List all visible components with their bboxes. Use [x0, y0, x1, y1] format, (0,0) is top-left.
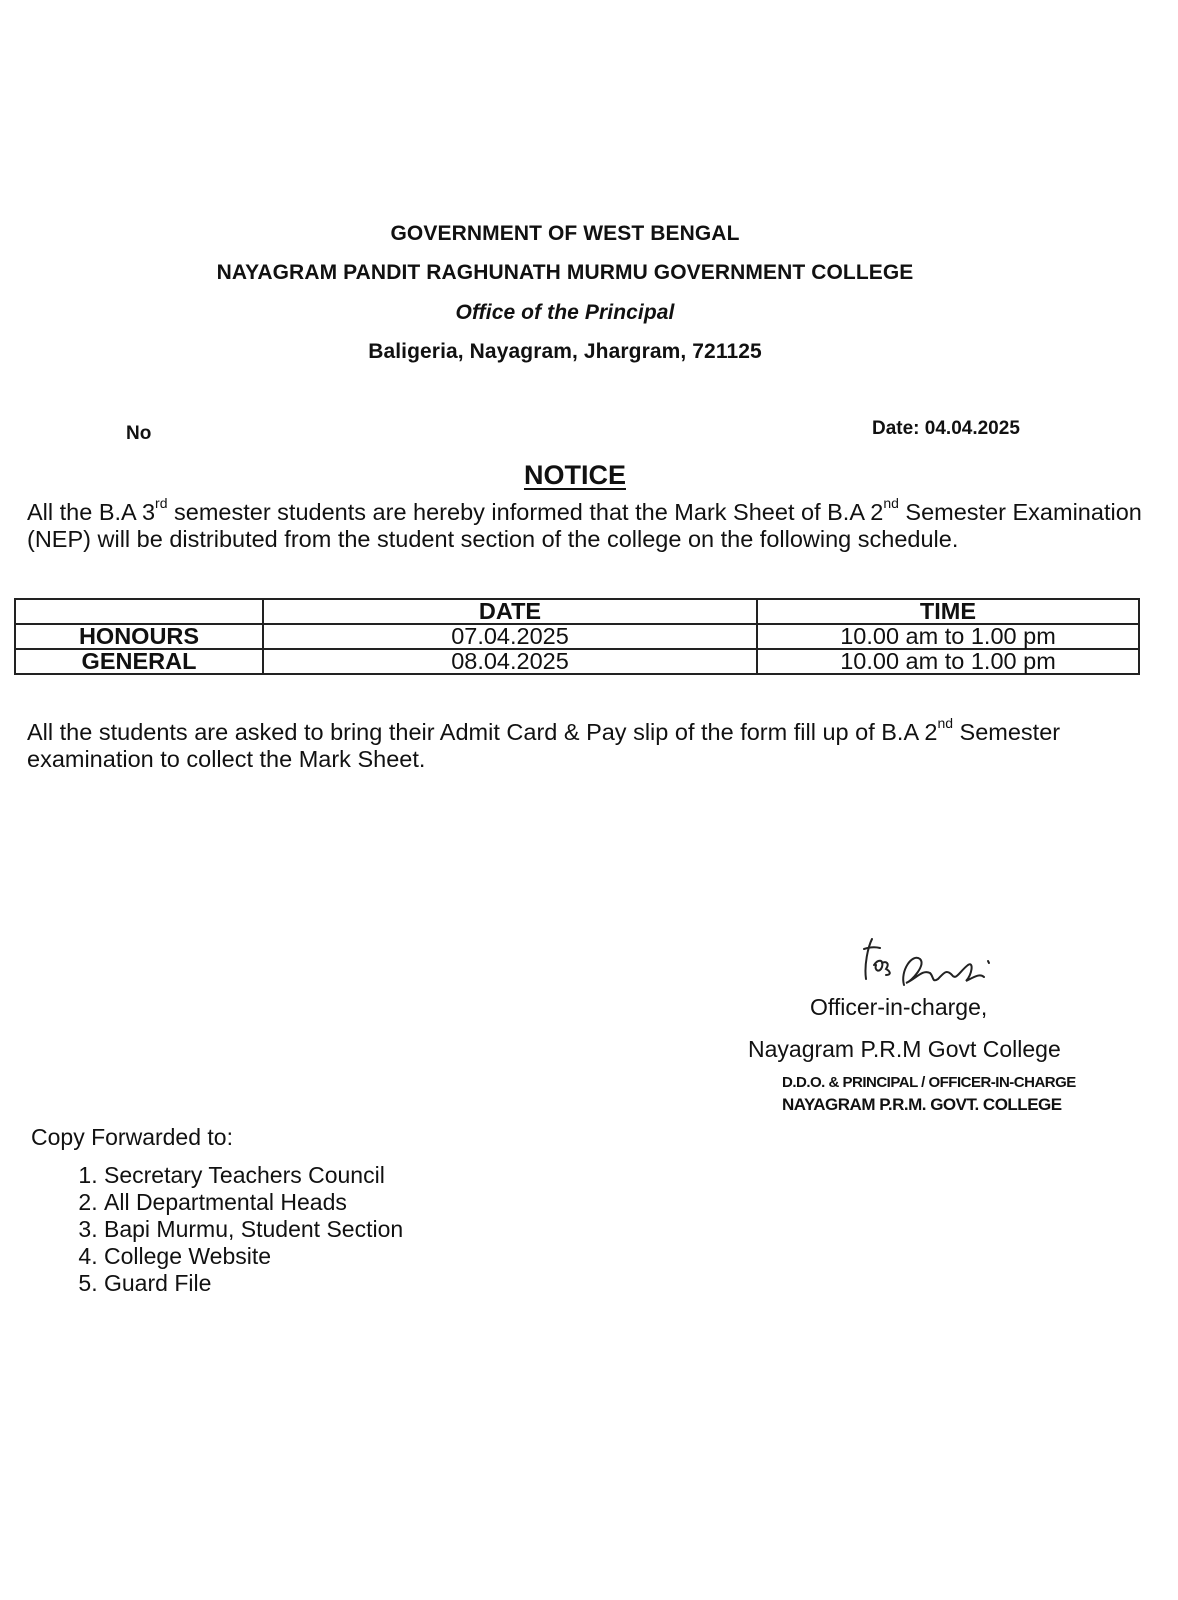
schedule-row-time: 10.00 am to 1.00 pm: [757, 624, 1139, 649]
stamp-line-1: D.D.O. & PRINCIPAL / OFFICER-IN-CHARGE: [782, 1074, 1076, 1091]
para2-text-1: All the students are asked to bring their Admit Card & Pay slip of the form fill up of B.A 2: [27, 719, 938, 745]
header-government: GOVERNMENT OF WEST BENGAL: [390, 222, 740, 245]
stamp-line-2: NAYAGRAM P.R.M. GOVT. COLLEGE: [782, 1095, 1062, 1114]
para1-sup-1: rd: [155, 495, 168, 512]
para1-text-3: Semester Examination (NEP) will be distributed from the student section of the college on the following schedule.: [27, 499, 1142, 552]
table-row: [15, 649, 1139, 674]
schedule-row-label: HONOURS: [15, 624, 263, 649]
list-item: 2. All Departmental Heads: [104, 1189, 403, 1216]
notice-title: NOTICE: [523, 460, 626, 490]
official-stamp: [782, 1072, 1076, 1116]
list-item: 1. Secretary Teachers Council: [104, 1162, 403, 1189]
schedule-header-blank: [15, 599, 263, 624]
list-item: 4. College Website: [104, 1243, 403, 1270]
schedule-header-date: DATE: [263, 599, 757, 624]
table-row: [15, 624, 1139, 649]
schedule-header-time: TIME: [757, 599, 1139, 624]
notice-paragraph-1: [27, 495, 1142, 553]
para1-text-2: semester students are hereby informed that the Mark Sheet of B.A 2: [167, 499, 884, 525]
list-item: 5. Guard File: [104, 1270, 403, 1297]
copy-forwarded-title: Copy Forwarded to:: [31, 1124, 233, 1150]
notice-date: Date: 04.04.2025: [872, 418, 1020, 439]
reference-number: No: [126, 423, 152, 444]
schedule-header-row: [15, 599, 1139, 624]
schedule-table: [14, 598, 1140, 675]
schedule-row-date: 08.04.2025: [263, 649, 757, 674]
header-address: Baligeria, Nayagram, Jhargram, 721125: [368, 340, 762, 363]
para2-sup-1: nd: [937, 715, 954, 732]
header-office: Office of the Principal: [455, 301, 675, 324]
signatory-college: Nayagram P.R.M Govt College: [748, 1036, 1061, 1062]
handwritten-signature: [860, 935, 1040, 995]
list-item: 3. Bapi Murmu, Student Section: [104, 1216, 403, 1243]
header-college-name: NAYAGRAM PANDIT RAGHUNATH MURMU GOVERNMENT COLLEGE: [216, 261, 914, 284]
para2-text-2: Semester examination to collect the Mark Sheet.: [27, 719, 1061, 772]
para1-sup-2: nd: [883, 495, 899, 512]
signatory-title: Officer-in-charge,: [810, 994, 988, 1020]
schedule-row-date: 07.04.2025: [263, 624, 757, 649]
copy-forwarded-list: [68, 1162, 403, 1297]
schedule-row-label: GENERAL: [15, 649, 263, 674]
para1-text-1: All the B.A 3: [27, 499, 156, 525]
schedule-row-time: 10.00 am to 1.00 pm: [757, 649, 1139, 674]
notice-paragraph-2: [27, 715, 1142, 773]
